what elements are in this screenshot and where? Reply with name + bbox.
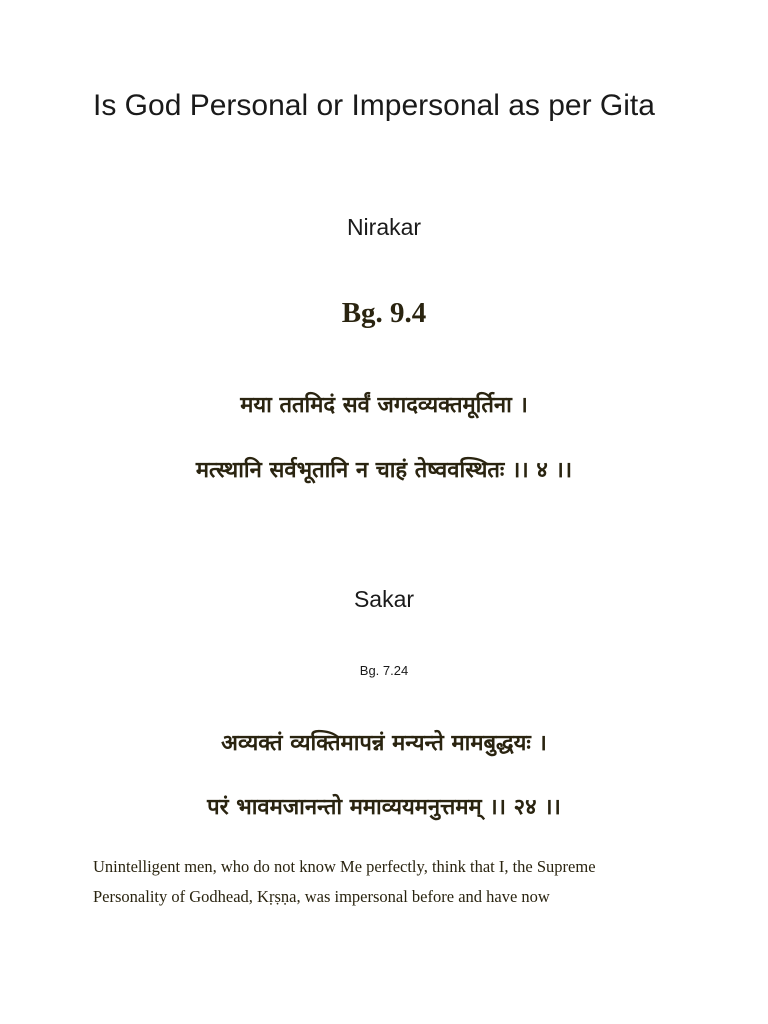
sanskrit-verse-line-4: परं भावमजानन्तो ममाव्ययमनुत्तमम् ।। २४ ।। [207,795,561,820]
section-heading-nirakar: Nirakar [346,214,422,240]
sanskrit-verse-line-1: मया ततमिदं सर्वं जगदव्यक्तमूर्तिना । [240,393,528,418]
translation-line-1: Unintelligent men, who do not know Me perfectly, think that I, the Supreme [93,857,596,876]
page-title: Is God Personal or Impersonal as per Gita [93,89,655,122]
verse-reference-bg-7-24: Bg. 7.24 [359,663,409,678]
section-heading-sakar: Sakar [353,586,415,612]
verse-translation [93,852,693,912]
sanskrit-verse-line-2: मत्स्थानि सर्वभूतानि न चाहं तेष्ववस्थितः ।। ४ ।। [195,458,573,483]
sanskrit-verse-line-3: अव्यक्तं व्यक्तिमापन्नं मन्यन्ते मामबुद्धयः । [221,731,547,756]
verse-reference-bg-9-4: Bg. 9.4 [341,297,427,329]
translation-line-2: Personality of Godhead, Kṛṣṇa, was impersonal before and have now [93,887,550,906]
